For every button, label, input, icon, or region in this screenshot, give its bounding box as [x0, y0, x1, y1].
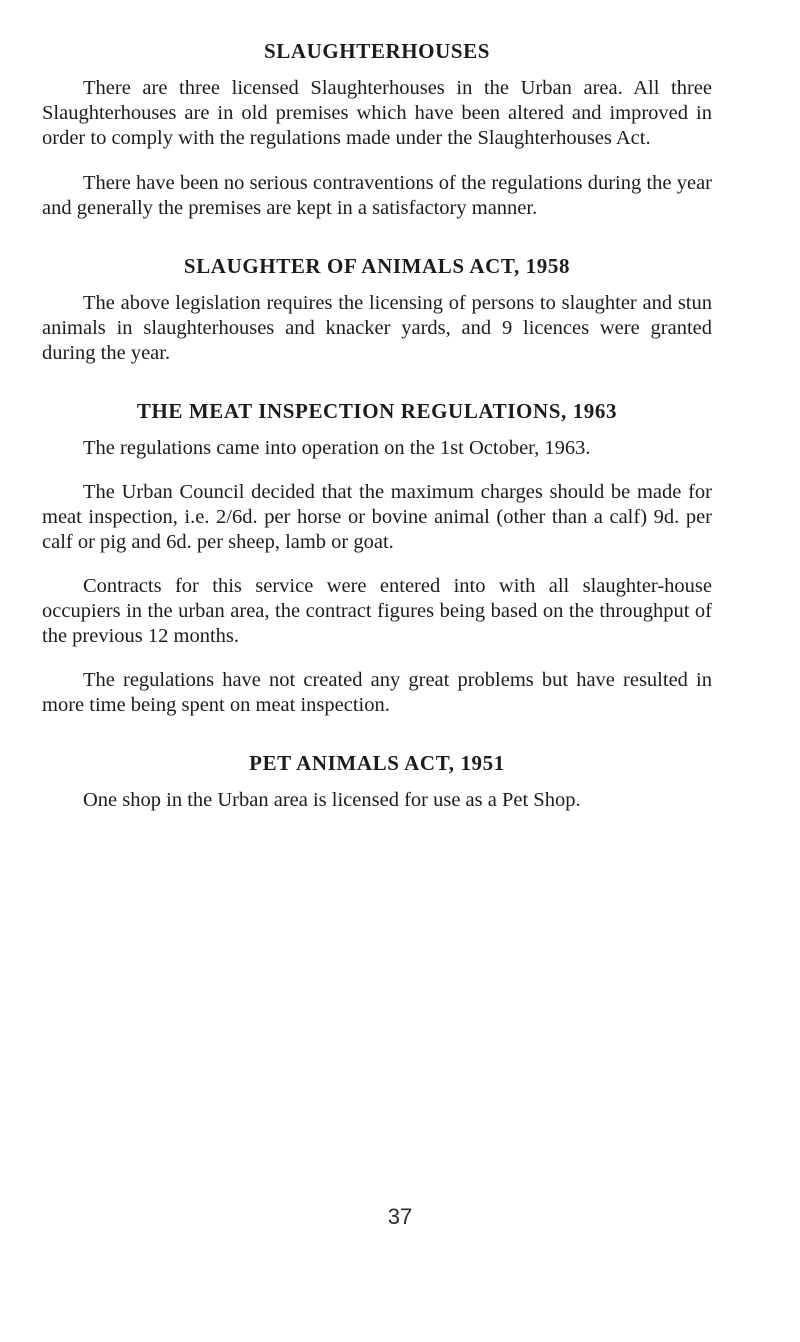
section-heading: THE MEAT INSPECTION REGULATIONS, 1963 [136, 399, 618, 423]
section-pet-animals-act [42, 750, 712, 813]
section-heading: PET ANIMALS ACT, 1951 [249, 751, 505, 775]
paragraph: Contracts for this service were entered into with all slaughter-house occupiers in the urban area, the contract figures being based on the throughput of the previous 12 months. [42, 575, 712, 647]
section-heading: SLAUGHTERHOUSES [263, 39, 491, 63]
paragraph: The regulations have not created any great problems but have resulted in more time being spent on meat inspection. [42, 669, 712, 716]
section-heading: SLAUGHTER OF ANIMALS ACT, 1958 [183, 254, 571, 278]
section-slaughterhouses [42, 38, 712, 221]
document-page [42, 38, 712, 813]
paragraph: The Urban Council decided that the maximum charges should be made for meat inspection, i.e. 2/6d. per horse or bovine animal (other than a calf) 9d. per calf or pig and 6d. per sheep, lamb or goat. [42, 481, 712, 553]
page-number: 37 [387, 1204, 413, 1229]
section-slaughter-of-animals-act [42, 253, 712, 366]
paragraph: The regulations came into operation on the 1st October, 1963. [83, 437, 591, 459]
paragraph: There are three licensed Slaughterhouses in the Urban area. All three Slaughterhouses are in old premises which have been altered and improved in order to comply with the regulations made under the Slaughterhouses Act. [42, 77, 712, 149]
section-meat-inspection-regulations [42, 398, 712, 718]
paragraph: The above legislation requires the licensing of persons to slaughter and stun animals in slaughterhouses and knacker yards, and 9 licences were granted during the year. [42, 292, 712, 364]
paragraph: One shop in the Urban area is licensed for use as a Pet Shop. [83, 789, 581, 811]
paragraph: There have been no serious contraventions of the regulations during the year and generally the premises are kept in a satisfactory manner. [42, 172, 712, 219]
